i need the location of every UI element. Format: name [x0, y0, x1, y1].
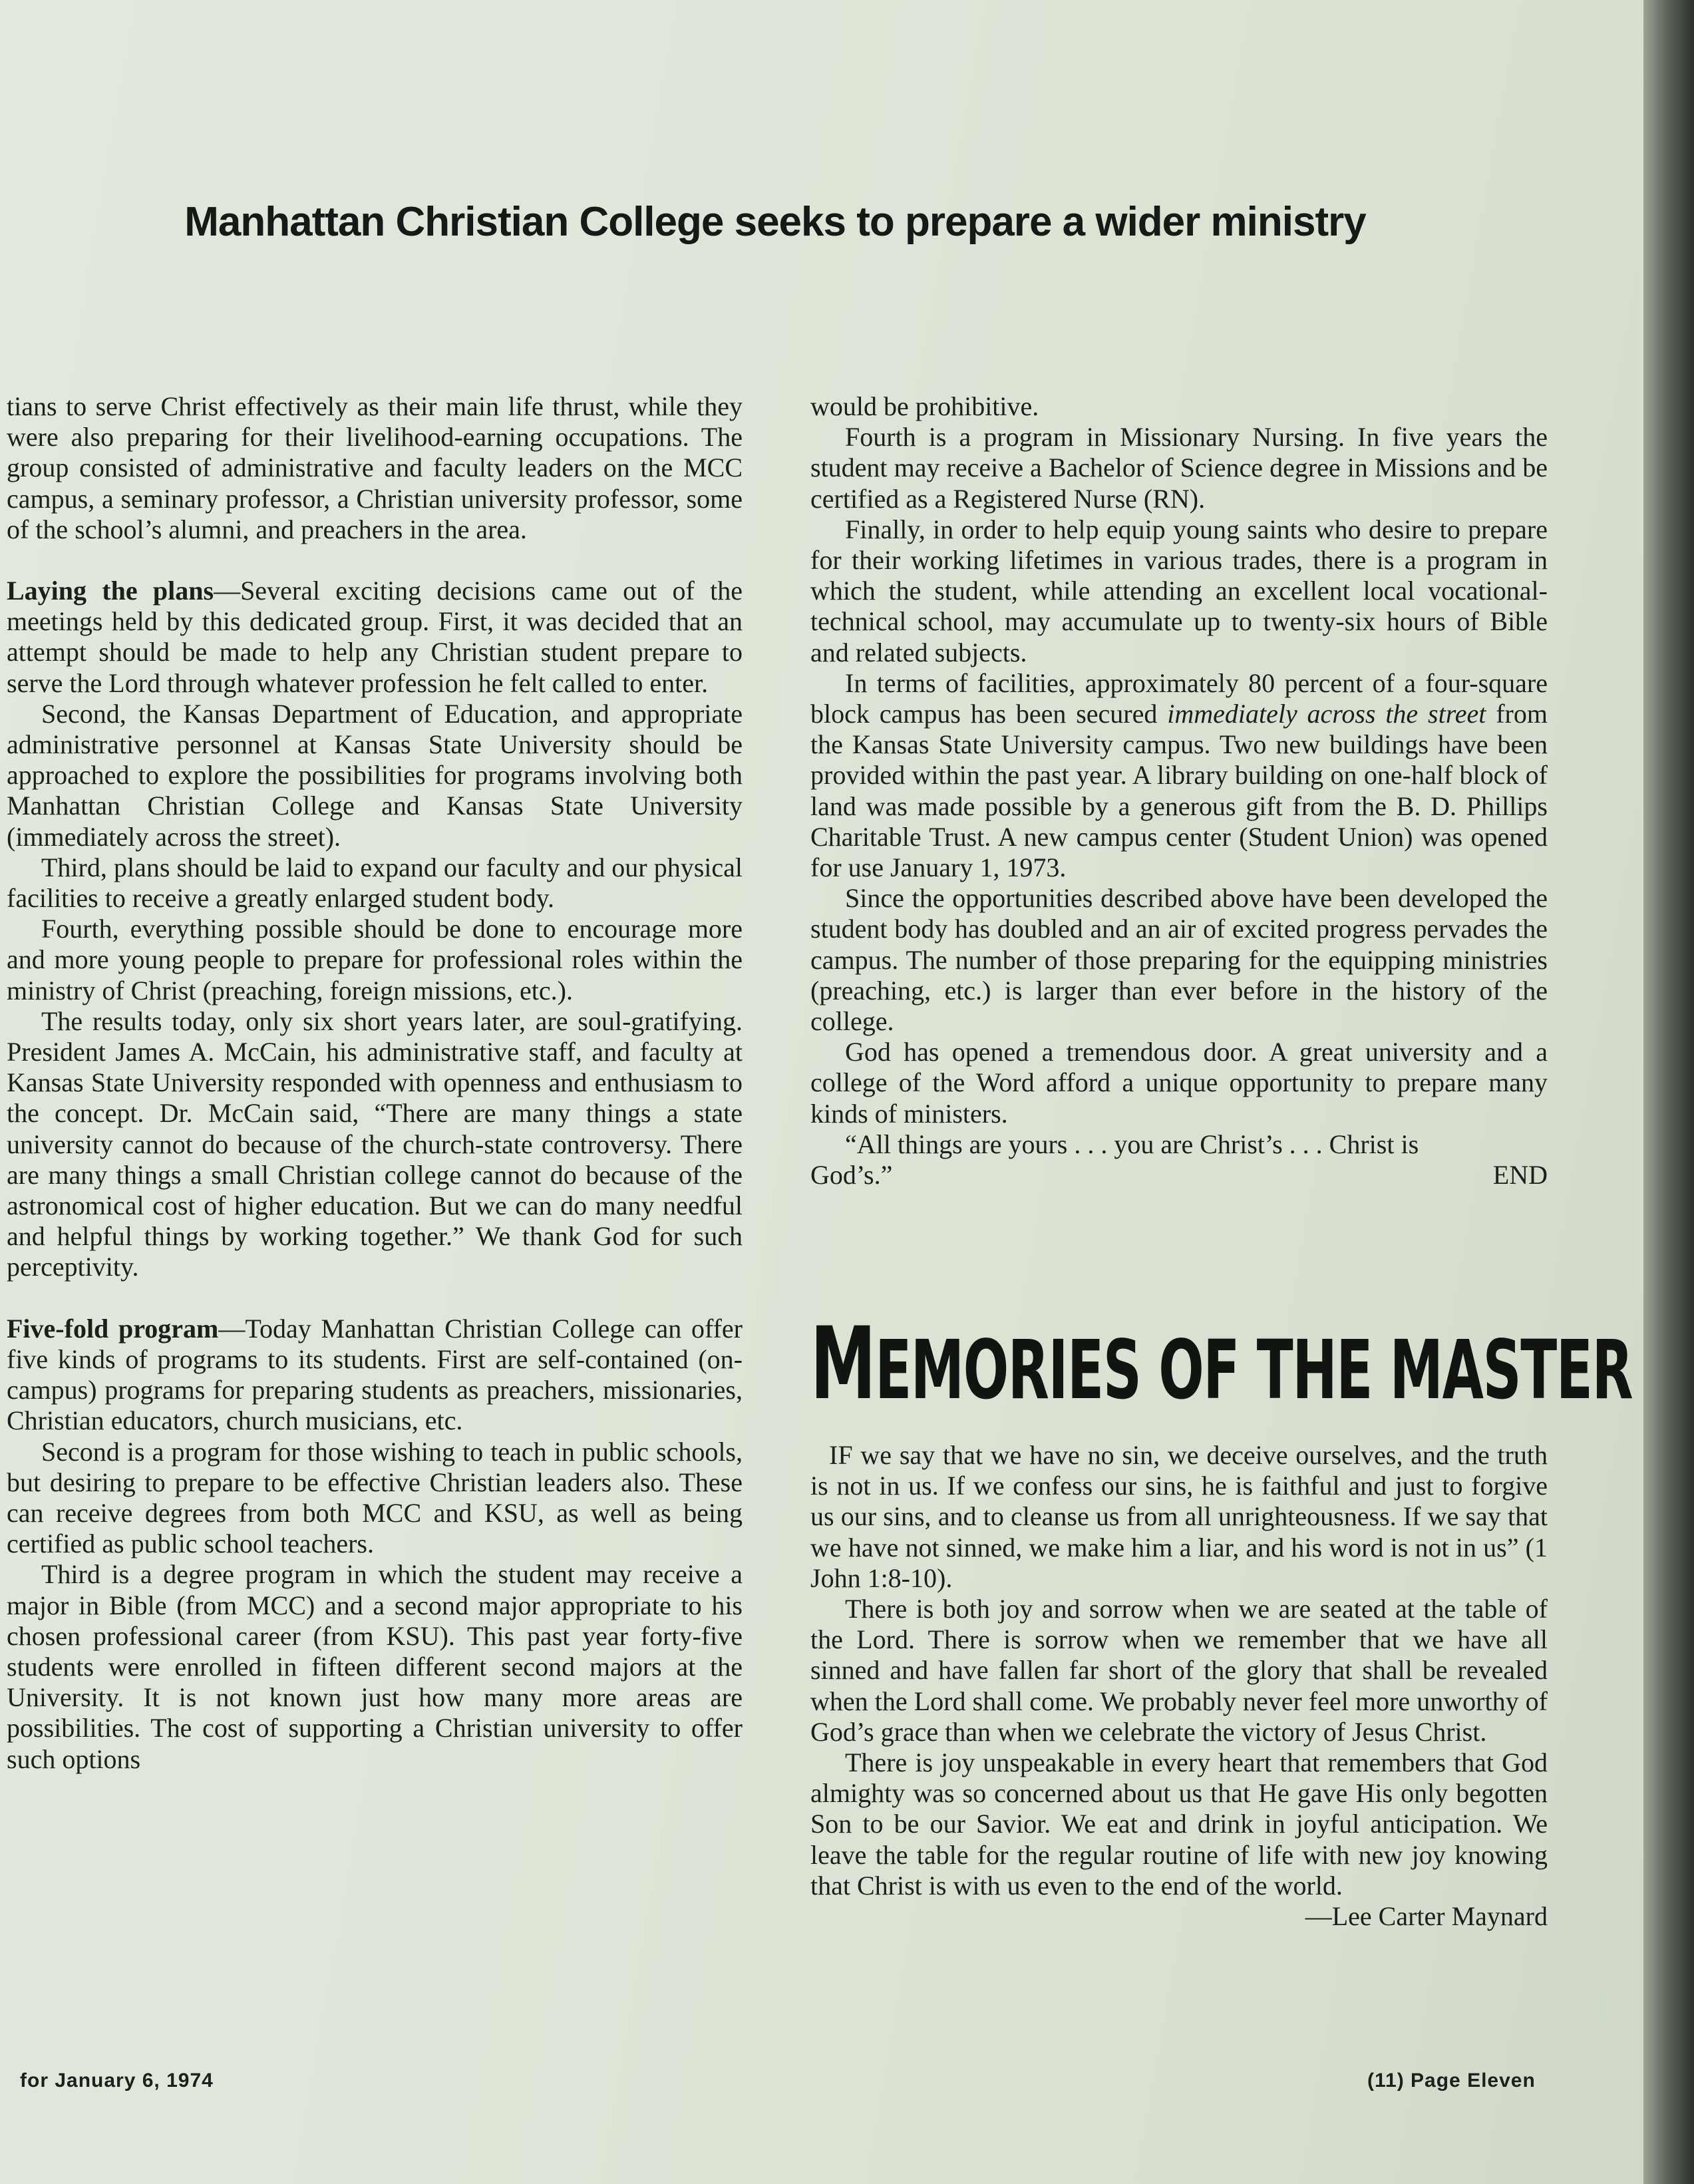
quote-end: God’s.”: [810, 1160, 893, 1190]
left-paragraph-second-program: Second is a program for those wishing to teach in public schools, but desiring to prepare to be effective Christian leaders also. These can receive degrees from both MCC and KSU, as well as being certified as public school teachers.: [7, 1436, 743, 1559]
page-edge-shadow: [1643, 0, 1694, 2184]
facilities-text-after: from the Kansas State University campus. Two new buildings have been provided within the past year. A library building on one-half block of land was made possible by a generous gift from the B. D. Phillips Charitable Trust. A new campus center (Student Union) was opened for use January 1, 1973.: [810, 699, 1548, 883]
right-paragraph-facilities: [810, 668, 1548, 883]
end-mark: END: [1492, 1160, 1548, 1190]
left-paragraph-third: Third, plans should be laid to expand our faculty and our physical facilities to receive a greatly enlarged student body.: [7, 852, 743, 914]
title-initial-cap: M: [810, 1306, 876, 1422]
memories-of-the-master-title: [810, 1306, 1633, 1422]
right-paragraph-growth: Since the opportunities described above have been developed the student body has doubled and an air of excited progress pervades the campus. The number of those preparing for the equipping ministries (preaching, etc.) is larger than ever before in the history of the college.: [810, 883, 1548, 1037]
section-five-fold-program-text: —Today Manhattan Christian College can offer five kinds of programs to its students. First are self-contained (on-campus) programs for preparing students as preachers, missionaries, Christian educators, church musicians, etc.: [7, 1313, 743, 1436]
left-paragraph-1: tians to serve Christ effectively as their main life thrust, while they were also preparing for their livelihood-earning occupations. The group consisted of administrative and faculty leaders on the MCC campus, a seminary professor, a Christian university professor, some of the school’s alumni, and preachers in the area.: [7, 391, 743, 544]
section-laying-the-plans-text: —Several exciting decisions came out of the meetings held by this dedicated group. First, it was decided that an attempt should be made to help any Christian student prepare to serve the Lord through whatever profession he felt called to enter.: [7, 576, 743, 698]
right-paragraph-door: God has opened a tremendous door. A great university and a college of the Word afford a unique opportunity to prepare many kinds of ministers.: [810, 1037, 1548, 1129]
memories-column: [810, 1440, 1548, 1932]
left-column: [7, 391, 743, 1775]
subheading-laying-the-plans: Laying the plans: [7, 576, 214, 606]
right-paragraph-quote: “All things are yours . . . you are Christ’s . . . Christ is: [845, 1129, 1419, 1159]
memories-paragraph-sorrow: There is both joy and sorrow when we are seated at the table of the Lord. There is sorrow when we remember that we have all sinned and have fallen far short of the glory that shall be revealed when the Lord shall come. We probably never feel more unworthy of God’s grace than when we celebrate the victory of Jesus Christ.: [810, 1594, 1548, 1747]
footer-page-number: (11) Page Eleven: [1367, 2070, 1536, 2092]
author-signature: —Lee Carter Maynard: [1305, 1901, 1548, 1932]
left-paragraph-third-program: Third is a degree program in which the student may receive a major in Bible (from MCC) and a second major appropriate to his chosen professional career (from KSU). This past year forty-five students were enrolled in fifteen different second majors at the University. It is not known just how many more areas are possibilities. The cost of supporting a Christian university to offer such options: [7, 1559, 743, 1774]
left-paragraph-fourth: Fourth, everything possible should be done to encourage more and more young people to prepare for professional roles within the ministry of Christ (preaching, foreign missions, etc.).: [7, 914, 743, 1005]
right-paragraph-trades: Finally, in order to help equip young saints who desire to prepare for their working lifetimes in various trades, there is a program in which the student, while attending an excellent local vocational-technical school, may accumulate up to twenty-six hours of Bible and related subjects.: [810, 514, 1548, 667]
right-paragraph-continuation: would be prohibitive.: [810, 391, 1039, 421]
footer-date: for January 6, 1974: [20, 2070, 214, 2092]
article-headline: Manhattan Christian College seeks to prepare a wider ministry: [184, 199, 1366, 245]
title-part-1: EMORIES: [875, 1323, 1159, 1417]
title-part-2: OF THE MASTER: [1158, 1323, 1633, 1417]
right-paragraph-nursing: Fourth is a program in Missionary Nursing. In five years the student may receive a Bachelor of Science degree in Missions and be certified as a Registered Nurse (RN).: [810, 422, 1548, 514]
left-paragraph-results: The results today, only six short years later, are soul-gratifying. President James A. McCain, his administrative staff, and faculty at Kansas State University responded with openness and enthusiasm to the concept. Dr. McCain said, “There are many things a state university cannot do because of the church-state controversy. There are many things a small Christian college cannot do because of the astronomical cost of higher education. But we can do many needful and helpful things by working together.” We thank God for such perceptivity.: [7, 1005, 743, 1282]
facilities-text-before: In terms of facilities, approximately 80 percent of a four-square block campus has been secured: [810, 667, 1548, 729]
subheading-five-fold-program: Five-fold program: [7, 1313, 219, 1344]
memories-scripture: IF we say that we have no sin, we deceive ourselves, and the truth is not in us. If we confess our sins, he is faithful and just to forgive us our sins, and to cleanse us from all unrighteousness. If we say that we have not sinned, we make him a liar, and his word is not in us” (1 John 1:8-10).: [810, 1440, 1548, 1593]
left-paragraph-second: Second, the Kansas Department of Education, and appropriate administrative personnel at Kansas State University should be approached to explore the possibilities for programs involving both Manhattan Christian College and Kansas State University (immediately across the street).: [7, 698, 743, 852]
section-five-fold-program: [7, 1314, 743, 1437]
memories-paragraph-joy: There is joy unspeakable in every heart that remembers that God almighty was so concerned about us that He gave His only begotten Son to be our Savior. We eat and drink in joyful anticipation. We leave the table for the regular routine of life with new joy knowing that Christ is with us even to the end of the world.: [810, 1747, 1548, 1901]
section-laying-the-plans: [7, 576, 743, 699]
closing-line: [810, 1160, 1548, 1190]
facilities-text-emphasis: immediately across the street: [1167, 699, 1486, 729]
right-column: [810, 391, 1548, 1190]
